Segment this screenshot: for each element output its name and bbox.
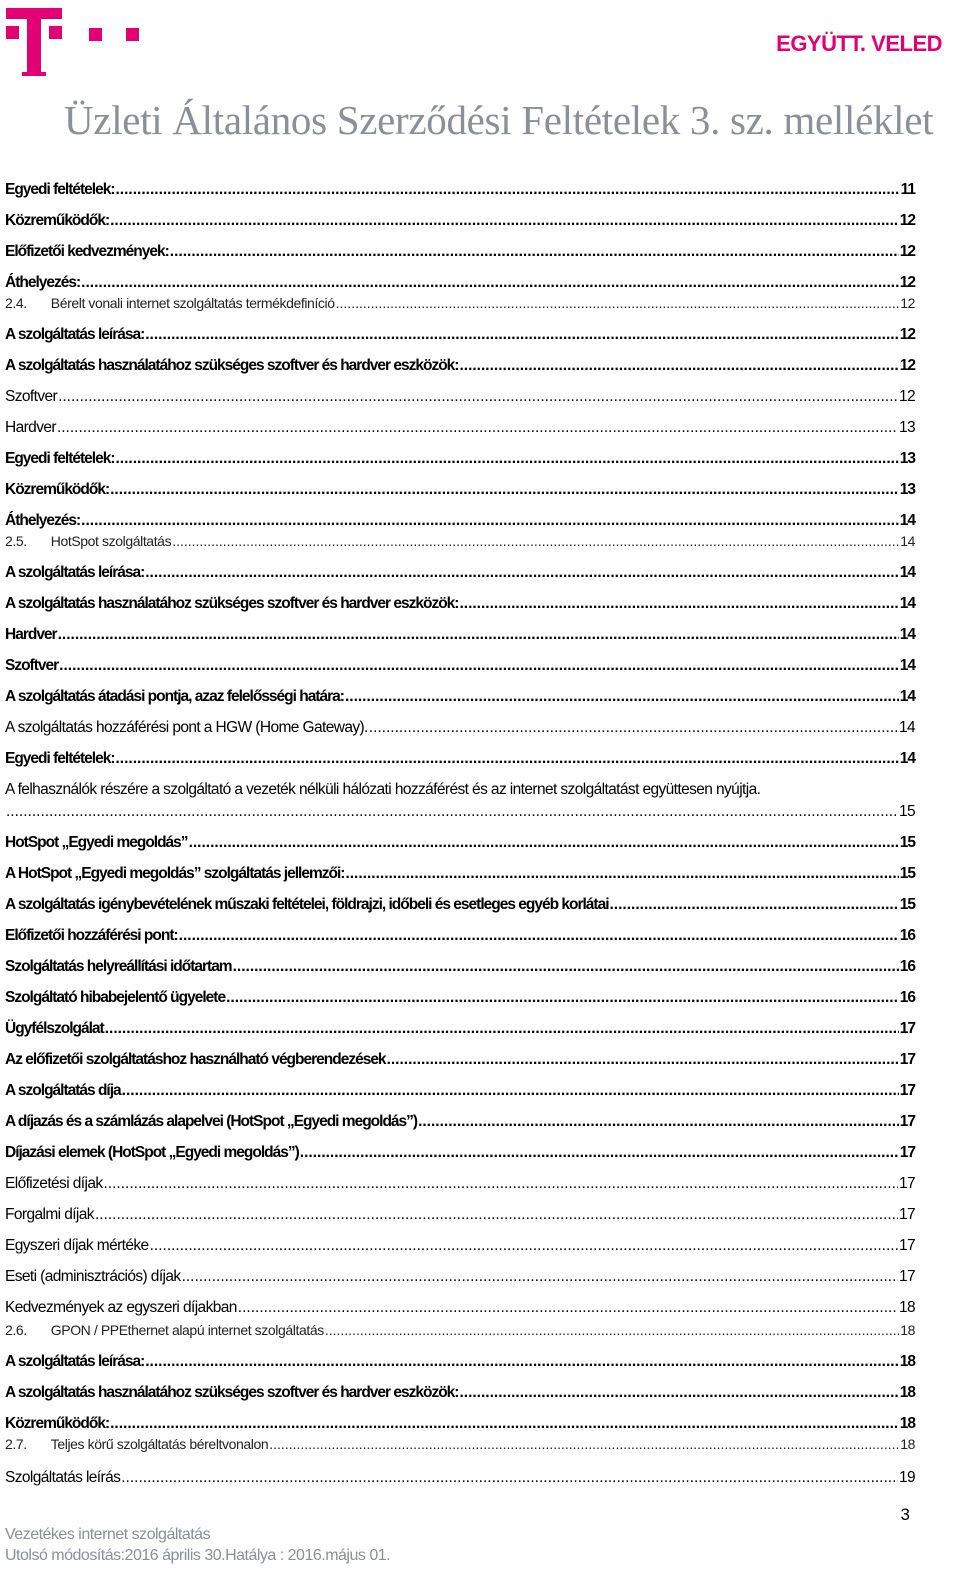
page-number: 3 — [900, 1505, 910, 1524]
dot-leader — [172, 532, 899, 551]
toc-entry[interactable] — [5, 1081, 915, 1100]
toc-page-number: 17 — [898, 1175, 915, 1192]
toc-entry-label: Szoftver — [5, 388, 58, 405]
toc-entry[interactable] — [5, 1236, 915, 1255]
toc-entry-label[interactable]: A felhasználók részére a szolgáltató a vezeték nélküli hálózati hozzáférést és az internet szolgáltatást együttesen nyújtja. — [5, 781, 761, 798]
toc-entry-label: Ügyfélszolgálat — [5, 1020, 104, 1037]
dot-leader — [116, 180, 900, 199]
toc-entry[interactable] — [5, 1050, 915, 1069]
dot-leader — [459, 1383, 898, 1402]
dot-leader — [610, 895, 899, 914]
toc-entry-label — [5, 1321, 324, 1340]
toc-page-number: 12 — [898, 388, 915, 405]
toc-page-number: 17 — [899, 1082, 915, 1099]
toc-page-number: 17 — [898, 1206, 915, 1223]
toc-page-number: 13 — [899, 450, 915, 467]
toc-section-title: Teljes körű szolgáltatás béreltvonalon — [50, 1436, 269, 1452]
dot-leader — [150, 1236, 898, 1255]
toc-page-number: 17 — [899, 1144, 915, 1161]
toc-entry[interactable] — [5, 895, 915, 914]
dot-leader — [6, 802, 898, 821]
toc-entry[interactable] — [5, 387, 915, 406]
dot-leader — [345, 687, 899, 706]
dot-leader — [418, 1112, 899, 1131]
toc-entry-label: Egyedi feltételek: — [5, 750, 115, 767]
toc-entry-label: Díjazási elemek (HotSpot „Egyedi megoldás”) — [5, 1144, 299, 1161]
toc-section-number: 2.7. — [5, 1436, 27, 1452]
dot-leader — [116, 449, 899, 468]
toc-page-number: 13 — [898, 419, 915, 436]
toc-entry[interactable] — [5, 1298, 915, 1317]
toc-entry-label: A szolgáltatás használatához szükséges szoftver és hardver eszközök: — [5, 357, 459, 374]
toc-entry-label: A szolgáltatás használatához szükséges szoftver és hardver eszközök: — [5, 595, 459, 612]
dot-leader — [387, 1050, 899, 1069]
toc-entry[interactable] — [5, 594, 915, 613]
toc-entry[interactable] — [5, 864, 915, 883]
toc-page-number: 17 — [899, 1051, 915, 1068]
toc-page-number: 17 — [898, 1237, 915, 1254]
toc-entry[interactable] — [5, 718, 915, 737]
toc-page-number: 12 — [899, 212, 915, 229]
toc-entry[interactable] — [5, 325, 915, 344]
toc-section-number: 2.4. — [5, 295, 27, 311]
toc-entry-label: Egyszeri díjak mértéke — [5, 1237, 149, 1254]
dot-leader — [170, 242, 899, 261]
dot-leader — [58, 387, 898, 406]
toc-entry-label: Szolgáltatás leírás — [5, 1469, 121, 1486]
toc-entry[interactable] — [5, 1414, 915, 1433]
toc-page-number: 17 — [899, 1020, 915, 1037]
dot-leader — [110, 1414, 899, 1433]
toc-entry[interactable] — [5, 1143, 915, 1162]
brand-tagline: EGYÜTT. VELED — [776, 31, 942, 56]
toc-page-number: 15 — [899, 834, 915, 851]
toc-entry-label: A díjazás és a számlázás alapelvei (HotSpot „Egyedi megoldás”) — [5, 1113, 418, 1130]
toc-page-number: 18 — [900, 1436, 915, 1452]
toc-page-number: 15 — [899, 865, 915, 882]
toc-page-number: 18 — [899, 1353, 915, 1370]
toc-entry[interactable] — [5, 988, 915, 1007]
toc-page-number: 12 — [900, 295, 915, 311]
toc-entry[interactable] — [5, 449, 915, 468]
toc-page-number: 12 — [899, 243, 915, 260]
toc-entry-label — [5, 532, 171, 551]
dot-leader — [95, 1205, 898, 1224]
toc-page-number: 18 — [898, 1299, 915, 1316]
toc-entry[interactable] — [5, 1435, 915, 1454]
toc-entry-label: A szolgáltatás leírása: — [5, 1353, 145, 1370]
toc-entry[interactable] — [5, 511, 915, 530]
toc-entry-label: Közreműködők: — [5, 1415, 110, 1432]
toc-page-number: 18 — [899, 1384, 915, 1401]
toc-entry[interactable] — [5, 1267, 915, 1286]
toc-entry-label: HotSpot „Egyedi megoldás” — [5, 834, 188, 851]
toc-page-number: 18 — [900, 1322, 915, 1338]
dot-leader — [182, 1267, 898, 1286]
toc-page-number: 14 — [899, 657, 915, 674]
toc-entry-label: Előfizetői kedvezmények: — [5, 243, 169, 260]
toc-page-number: 14 — [899, 750, 915, 767]
dot-leader — [105, 1019, 899, 1038]
dot-leader — [121, 1468, 898, 1487]
toc-entry-label: Szolgáltató hibabejelentő ügyelete — [5, 989, 226, 1006]
toc-entry[interactable] — [5, 1468, 915, 1487]
toc-section-number: 2.6. — [5, 1322, 27, 1338]
dot-leader — [110, 480, 899, 499]
toc-page-number: 12 — [899, 274, 915, 291]
toc-entry[interactable] — [5, 180, 915, 199]
toc-entry-label: A szolgáltatás díja — [5, 1082, 121, 1099]
toc-entry-label: Áthelyezés: — [5, 274, 81, 291]
toc-entry-label: A szolgáltatás leírása: — [5, 326, 145, 343]
toc-entry[interactable] — [5, 802, 915, 821]
toc-page-number: 14 — [899, 688, 915, 705]
toc-entry-label: A HotSpot „Egyedi megoldás” szolgáltatás jellemzői: — [5, 865, 345, 882]
toc-page-number: 17 — [898, 1268, 915, 1285]
toc-entry[interactable] — [5, 211, 915, 230]
footer-document-name: Vezetékes internet szolgáltatás — [5, 1526, 211, 1543]
toc-entry[interactable] — [5, 1174, 915, 1193]
dot-leader — [110, 211, 899, 230]
toc-entry-label — [5, 1435, 268, 1454]
toc-page-number: 13 — [899, 481, 915, 498]
dot-leader — [57, 418, 898, 437]
dot-leader — [345, 864, 898, 883]
toc-page-number: 16 — [899, 927, 915, 944]
dot-leader — [145, 563, 899, 582]
toc-page-number: 16 — [899, 958, 915, 975]
dot-leader — [145, 325, 899, 344]
toc-entry[interactable] — [5, 242, 915, 261]
toc-entry-label: A szolgáltatás leírása: — [5, 564, 145, 581]
toc-entry[interactable] — [5, 926, 915, 945]
toc-entry[interactable] — [5, 480, 915, 499]
dot-leader — [58, 625, 899, 644]
toc-entry-label: Előfizetői hozzáférési pont: — [5, 927, 178, 944]
toc-page-number: 16 — [899, 989, 915, 1006]
dot-leader — [104, 1174, 898, 1193]
toc-page-number: 19 — [898, 1469, 915, 1486]
toc-entry-label: Szolgáltatás helyreállítási időtartam — [5, 958, 232, 975]
dot-leader — [300, 1143, 899, 1162]
telekom-t-logo-icon — [4, 6, 144, 76]
dot-leader — [122, 1081, 899, 1100]
toc-entry-label: A szolgáltatás használatához szükséges szoftver és hardver eszközök: — [5, 1384, 459, 1401]
dot-leader — [325, 1321, 899, 1340]
toc-entry-label: A szolgáltatás átadási pontja, azaz felelősségi határa: — [5, 688, 344, 705]
toc-page-number: 15 — [898, 803, 915, 820]
dot-leader — [59, 656, 899, 675]
toc-page-number: 14 — [899, 512, 915, 529]
toc-page-number: 15 — [899, 896, 915, 913]
toc-entry[interactable] — [5, 1019, 915, 1038]
toc-entry-label: Előfizetési díjak — [5, 1175, 103, 1192]
toc-entry[interactable] — [5, 1383, 915, 1402]
toc-section-title: HotSpot szolgáltatás — [50, 533, 172, 549]
toc-page-number: 12 — [899, 326, 915, 343]
toc-page-number: 14 — [899, 595, 915, 612]
toc-entry[interactable] — [5, 273, 915, 292]
dot-leader — [145, 1352, 899, 1371]
dot-leader — [116, 749, 899, 768]
toc-entry[interactable] — [5, 563, 915, 582]
toc-section-number: 2.5. — [5, 533, 27, 549]
toc-entry-label: Az előfizetői szolgáltatáshoz használható végberendezések — [5, 1051, 386, 1068]
toc-entry-label: Hardver — [5, 626, 57, 643]
toc-entry-label: Szoftver — [5, 657, 59, 674]
toc-page-number: 14 — [899, 626, 915, 643]
toc-entry-label: Egyedi feltételek: — [5, 450, 115, 467]
toc-entry[interactable] — [5, 1205, 915, 1224]
toc-entry-label — [5, 294, 335, 313]
footer — [5, 1524, 390, 1566]
toc-page-number: 14 — [898, 719, 915, 736]
toc-entry[interactable] — [5, 356, 915, 375]
toc-entry-label: Áthelyezés: — [5, 512, 81, 529]
toc-entry[interactable] — [5, 625, 915, 644]
dot-leader — [81, 273, 899, 292]
page-title: Üzleti Általános Szerződési Feltételek 3. sz. melléklet — [64, 97, 934, 143]
toc-entry-label: Forgalmi díjak — [5, 1206, 94, 1223]
toc-entry-label: Eseti (adminisztrációs) díjak — [5, 1268, 181, 1285]
toc-entry-label: A szolgáltatás igénybevételének műszaki feltételei, földrajzi, időbeli és esetleges egyéb korlátai — [5, 896, 609, 913]
toc-entry[interactable] — [5, 687, 915, 706]
dot-leader — [81, 511, 899, 530]
toc-entry[interactable] — [5, 957, 915, 976]
dot-leader — [189, 833, 899, 852]
toc-entry[interactable] — [5, 418, 915, 437]
toc-entry[interactable] — [5, 833, 915, 852]
dot-leader — [459, 356, 898, 375]
toc-entry-label: Egyedi feltételek: — [5, 181, 115, 198]
toc-entry-label: Közreműködők: — [5, 481, 110, 498]
dot-leader — [226, 988, 899, 1007]
toc-entry-label: Közreműködők: — [5, 212, 110, 229]
toc-entry[interactable] — [5, 1112, 915, 1131]
footer-modification-date: Utolsó módosítás:2016 április 30.Hatálya : 2016.május 01. — [5, 1547, 391, 1564]
toc-page-number: 17 — [899, 1113, 915, 1130]
toc-entry[interactable] — [5, 1352, 915, 1371]
toc-entry[interactable] — [5, 749, 915, 768]
dot-leader — [369, 718, 898, 737]
dot-leader — [179, 926, 899, 945]
toc-entry-label: Hardver — [5, 419, 56, 436]
toc-entry[interactable] — [5, 532, 915, 551]
toc-entry-label: Kedvezmények az egyszeri díjakban — [5, 1299, 237, 1316]
toc-entry[interactable] — [5, 1321, 915, 1340]
toc-page-number: 18 — [899, 1415, 915, 1432]
toc-page-number: 14 — [899, 564, 915, 581]
toc-section-title: GPON / PPEthernet alapú internet szolgáltatás — [50, 1322, 324, 1338]
dot-leader — [336, 294, 900, 313]
dot-leader — [238, 1298, 898, 1317]
toc-page-number: 12 — [899, 357, 915, 374]
dot-leader — [269, 1435, 899, 1454]
dot-leader — [459, 594, 898, 613]
toc-entry[interactable] — [5, 656, 915, 675]
toc-page-number: 14 — [900, 533, 915, 549]
toc-page-number: 11 — [900, 181, 915, 198]
toc-section-title: Bérelt vonali internet szolgáltatás termékdefiníció — [50, 295, 335, 311]
toc-entry-label: A szolgáltatás hozzáférési pont a HGW (Home Gateway). — [5, 719, 368, 736]
toc-entry[interactable] — [5, 294, 915, 313]
dot-leader — [233, 957, 899, 976]
